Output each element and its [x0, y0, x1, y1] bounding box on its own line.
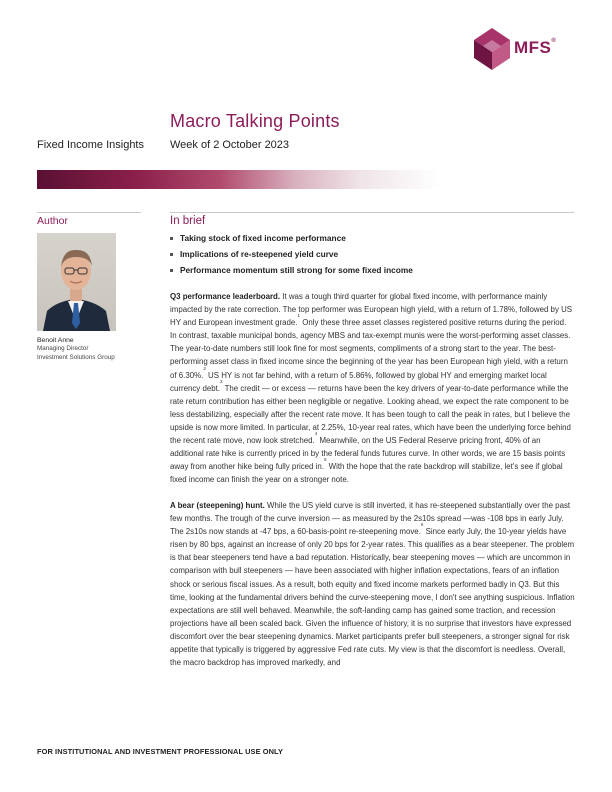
in-brief-list [170, 233, 413, 281]
header-gradient-band [37, 170, 574, 189]
author-role-line: Investment Solutions Group [37, 353, 115, 361]
square-bullet-icon [170, 269, 173, 272]
author-role [37, 345, 147, 362]
list-item [170, 265, 413, 281]
content-divider [170, 212, 574, 213]
bullet-text: Taking stock of fixed income performance [180, 233, 346, 243]
bullet-text: Performance momentum still strong for some fixed income [180, 265, 413, 275]
list-item [170, 233, 413, 249]
footnote-ref: 3 [220, 378, 223, 384]
mfs-logo-wordmark: MFS® [514, 38, 557, 57]
paragraph-lead: A bear (steepening) hunt. [170, 501, 265, 510]
body-paragraph: Q3 performance leaderboard. It was a tough third quarter for global fixed income, with performance mainly impacted by the rate correction. The top performer was European high yield, with a return of 1.78%, followed by US HY and European investment grade.$^1$ Only these three asset classes registered positive returns during the period. In contrast, taxable municipal bonds, agency MBS and tax-exempt munis were the worst-performing asset classes. The year-to-date numbers still look fine for most segments, compliments of a strong start to the year. The best-performing asset class in fixed income since the beginning of the year has been European high yield, with a return of 6.30%.$^2$ US HY is not far behind, with a return of 5.86%, followed by global HY and emerging market local currency debt.$^3$ The credit — or excess — returns have been the key drivers of year-to-date performance while the rate return contribution has either been negligible or negative. Looking ahead, we expect the rate component to be less destabilizing, especially after the recent rate move. It has been tough to call the peak in rates, but I believe the upside is now more limited. In particular, at 2.25%, 10-year real rates, which have been the underlying force behind the recent rate move, now look stretched.$^4$ Meanwhile, on the US Federal Reserve pricing front, 40% of an additional rate hike is currently priced in by the federal funds futures curve. In other words, we are 15 basis points away from another hike being fully priced in.$^5$ With the hope that the rate backdrop will stabilize, let's see if global fixed income can finish the year on a stronger note. [170, 292, 573, 485]
in-brief-heading: In brief [170, 215, 206, 227]
footnote-ref: 2 [203, 365, 206, 371]
author-role-line: Managing Director [37, 345, 89, 352]
mfs-logo [470, 26, 580, 72]
author-photo [37, 233, 116, 331]
footnote-ref: 5 [323, 457, 327, 463]
list-item [170, 249, 413, 265]
mfs-logo-mark-icon [470, 26, 514, 72]
bullet-text: Implications of re-steepened yield curve [180, 249, 339, 259]
footnote-ref: 6 [420, 522, 424, 528]
author-heading: Author [37, 215, 68, 227]
square-bullet-icon [170, 253, 173, 256]
footnote-ref: 1 [297, 313, 301, 319]
page-title: Macro Talking Points [170, 111, 340, 131]
footer-disclaimer: FOR INSTITUTIONAL AND INVESTMENT PROFESSIONAL USE ONLY [37, 747, 284, 756]
square-bullet-icon [170, 237, 173, 240]
week-date: Week of 2 October 2023 [170, 139, 290, 151]
author-name: Benoit Anne [37, 337, 74, 344]
author-divider [37, 212, 141, 213]
paragraph-lead: Q3 performance leaderboard. [170, 292, 281, 301]
series-label: Fixed Income Insights [37, 139, 144, 151]
body-paragraph: A bear (steepening) hunt. While the US yield curve is still inverted, it has re-steepened substantially over the past few months. The trough of the curve inversion — as measured by the 2s10s spread —was -108 bps in early July. The 2s10s now stands at -47 bps, a 60-basis-point re-steepening move.$^6$ Since early July, the 10-year yields have risen by 80 bps, against an increase of only 20 bps for 2-year rates. This qualifies as a bear steepener. The problem is that bear steepeners tend have a bad reputation. Historically, bear steepening moves — which are uncommon in comparison with bull steepeners — have been associated with higher inflation expectations, fears of an inflation shock or serious fiscal issues. As a result, both equity and fixed income markets performed badly in Q3. But this time, looking at the fundamental drivers behind the curve-steepening move, I don't see anything suspicious. Inflation expectations are still well behaved. Meanwhile, the soft-landing camp has gained some traction, and recession projections have all been scaled back. Given the influence of history, it is no surprise that investors have expressed discomfort over the bear steepening dynamics. Market participants prefer bull steepeners, a stronger signal for risk appetite that typically is triggered by aggressive Fed rate cuts. My view is that the discomfort is needless. Overall, the macro backdrop has improved markedly, and [170, 501, 575, 668]
footnote-ref: 4 [314, 431, 318, 437]
